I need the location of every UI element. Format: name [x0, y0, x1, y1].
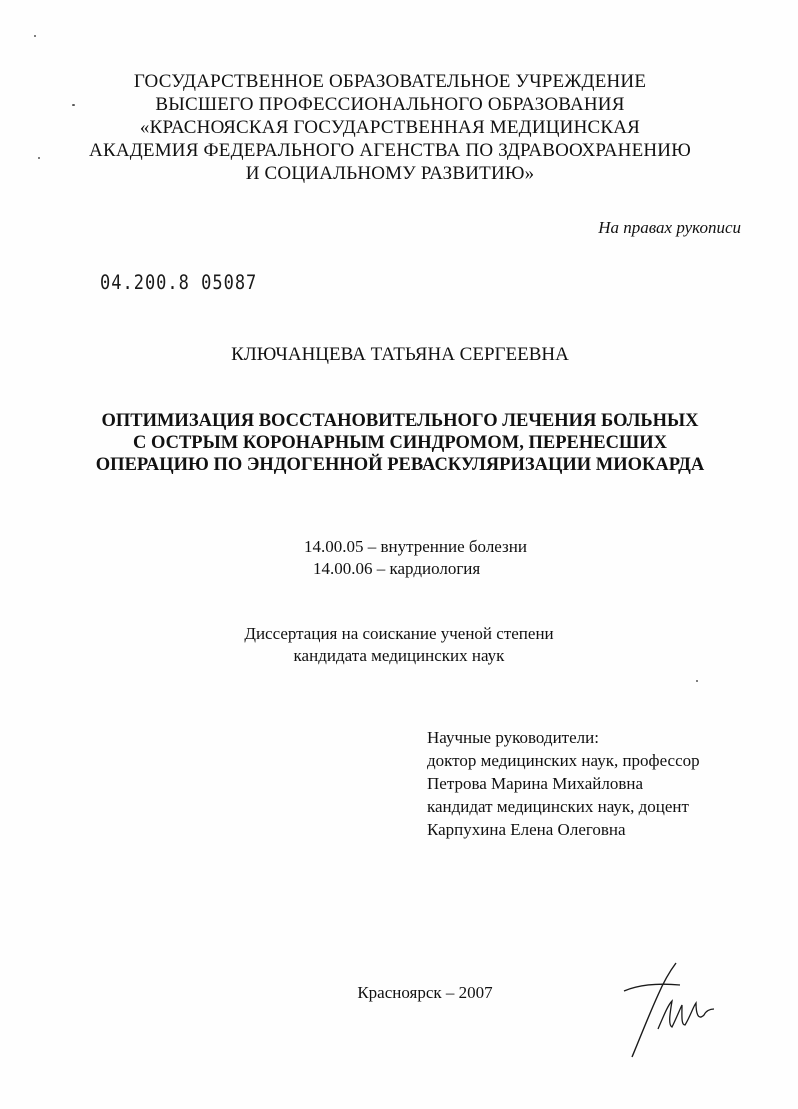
title-line: ОПЕРАЦИЮ ПО ЭНДОГЕННОЙ РЕВАСКУЛЯРИЗАЦИИ МИОКАРДА	[95, 455, 705, 475]
scientific-advisors	[427, 726, 700, 841]
scan-speck	[72, 104, 75, 106]
institution-line: АКАДЕМИЯ ФЕДЕРАЛЬНОГО АГЕНСТВА ПО ЗДРАВООХРАНЕНИЮ	[89, 140, 691, 161]
institution-line: И СОЦИАЛЬНОМУ РАЗВИТИЮ»	[245, 163, 535, 184]
advisor-line: доктор медицинских наук, профессор	[427, 751, 700, 770]
degree-statement	[0, 623, 798, 667]
dissertation-title	[30, 410, 770, 476]
author-name: КЛЮЧАНЦЕВА ТАТЬЯНА СЕРГЕЕВНА	[231, 344, 569, 365]
institution-line: ВЫСШЕГО ПРОФЕССИОНАЛЬНОГО ОБРАЗОВАНИЯ	[155, 94, 625, 115]
scan-speck	[696, 680, 698, 682]
scan-speck	[38, 157, 40, 159]
specialty-line: 14.00.06 – кардиология	[313, 559, 481, 578]
handwritten-signature	[618, 955, 728, 1065]
degree-line: кандидата медицинских наук	[293, 646, 505, 665]
title-line: ОПТИМИЗАЦИЯ ВОССТАНОВИТЕЛЬНОГО ЛЕЧЕНИЯ БОЛЬНЫХ	[101, 411, 699, 431]
title-line: С ОСТРЫМ КОРОНАРНЫМ СИНДРОМОМ, ПЕРЕНЕСШИХ	[132, 433, 667, 453]
scan-speck	[34, 35, 36, 37]
advisor-line: Карпухина Елена Олеговна	[427, 820, 626, 839]
registration-stamp: 04.200.8 05087	[100, 271, 258, 295]
institution-header	[40, 70, 740, 185]
specialty-line: 14.00.05 – внутренние болезни	[304, 537, 527, 556]
degree-line: Диссертация на соискание ученой степени	[244, 624, 554, 643]
city-year: Красноярск – 2007	[357, 983, 493, 1002]
advisors-heading: Научные руководители:	[427, 728, 599, 747]
advisor-line: кандидат медицинских наук, доцент	[427, 797, 689, 816]
advisor-line: Петрова Марина Михайловна	[427, 774, 643, 793]
institution-line: «КРАСНОЯСКАЯ ГОСУДАРСТВЕННАЯ МЕДИЦИНСКАЯ	[139, 117, 641, 138]
rights-note: На правах рукописи	[598, 218, 741, 237]
institution-line: ГОСУДАРСТВЕННОЕ ОБРАЗОВАТЕЛЬНОЕ УЧРЕЖДЕНИЕ	[133, 71, 647, 92]
